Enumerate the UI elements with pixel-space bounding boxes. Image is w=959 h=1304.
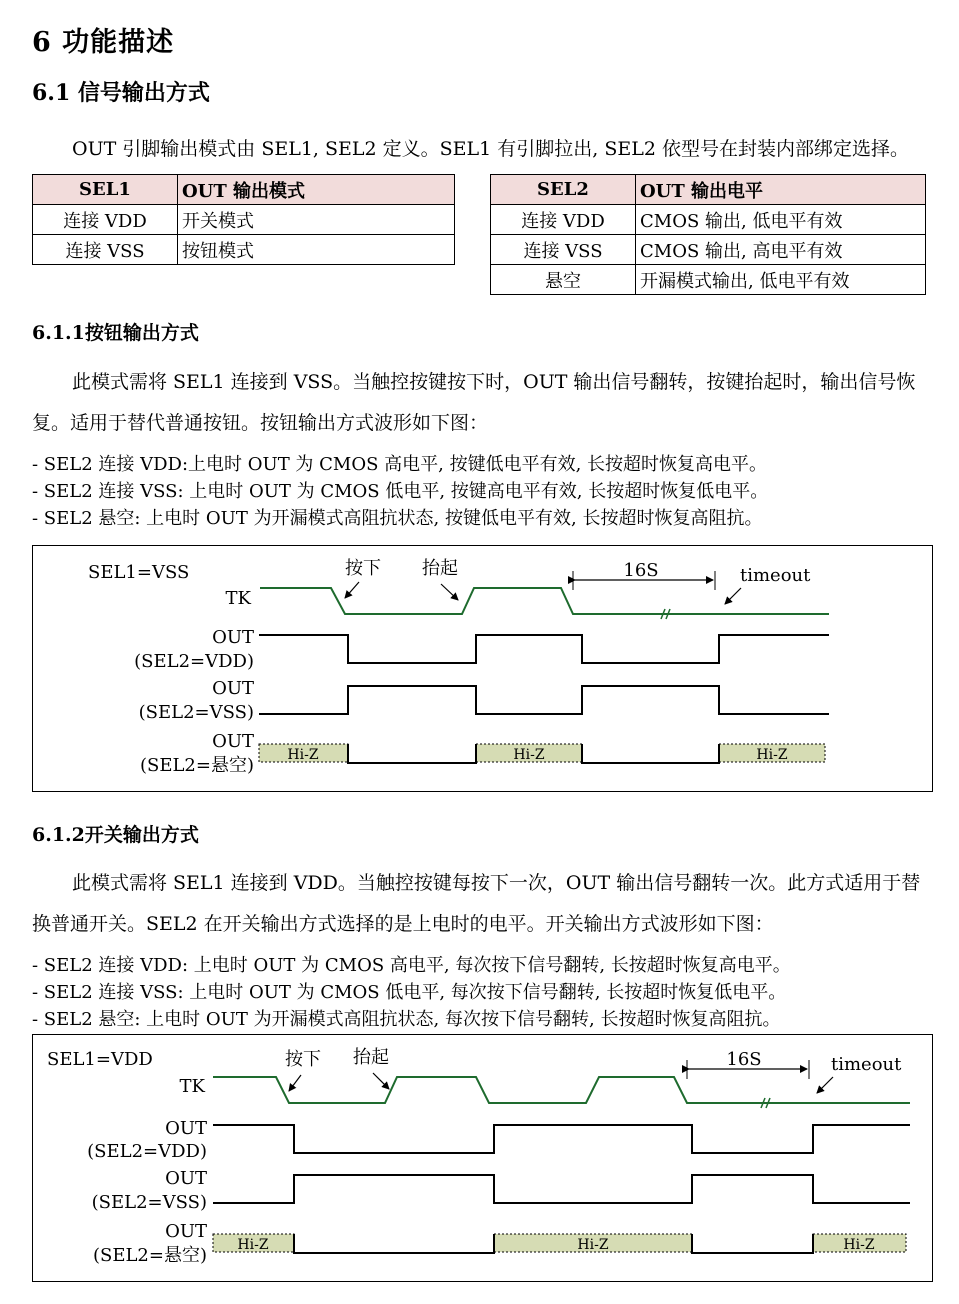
sel2-vdd-label: (SEL2=VDD) xyxy=(134,651,254,672)
switch-mode-title: 6.1.2开关输出方式 xyxy=(32,824,199,846)
mode-label: SEL1=VSS xyxy=(88,562,190,583)
release-label: 抬起 xyxy=(353,1047,389,1068)
tk-waveform xyxy=(213,1077,910,1103)
table-cell: 按钮模式 xyxy=(178,235,455,265)
table-cell: 开漏模式输出, 低电平有效 xyxy=(636,265,926,295)
out-vss-waveform xyxy=(259,686,829,714)
press-pointer xyxy=(289,1075,301,1091)
button-mode-waveform xyxy=(32,545,933,792)
hiz-label: Hi-Z xyxy=(577,1237,609,1253)
press-label: 按下 xyxy=(345,558,381,579)
hiz-label: Hi-Z xyxy=(237,1237,269,1253)
out-label: OUT xyxy=(165,1221,207,1242)
list-item: - SEL2 连接 VDD:上电时 OUT 为 CMOS 高电平, 按键低电平有效, 长按超时恢复高电平。 xyxy=(32,454,768,475)
press-label: 按下 xyxy=(285,1049,321,1070)
table-cell: 连接 VSS xyxy=(491,235,636,265)
timeout-pointer xyxy=(725,588,741,604)
release-pointer xyxy=(373,1073,389,1089)
hiz-label: Hi-Z xyxy=(287,747,319,763)
release-label: 抬起 xyxy=(422,558,458,579)
sel2-float-label: (SEL2=悬空) xyxy=(92,1245,207,1266)
timeout-pointer xyxy=(817,1077,833,1093)
table-cell: 连接 VDD xyxy=(33,205,178,235)
table-cell: CMOS 输出, 高电平有效 xyxy=(636,235,926,265)
out-label: OUT xyxy=(212,627,254,648)
sel2-vss-label: (SEL2=VSS) xyxy=(138,702,254,723)
list-item: - SEL2 连接 VSS: 上电时 OUT 为 CMOS 低电平, 按键高电平有效, 长按超时恢复低电平。 xyxy=(32,481,769,502)
switch-mode-waveform xyxy=(32,1034,933,1282)
list-item: - SEL2 悬空: 上电时 OUT 为开漏模式高阻抗状态, 每次按下信号翻转, 长按超时恢复高阻抗。 xyxy=(32,1009,781,1030)
out-vss-waveform xyxy=(213,1175,910,1203)
list-item: - SEL2 悬空: 上电时 OUT 为开漏模式高阻抗状态, 按键低电平有效, 长按超时恢复高阻抗。 xyxy=(32,508,763,529)
duration-label: 16S xyxy=(623,560,659,581)
sel2-vdd-label: (SEL2=VDD) xyxy=(87,1141,207,1162)
timeout-label: timeout xyxy=(740,565,811,586)
table-header: SEL2 xyxy=(491,175,636,205)
button-mode-paragraph: 此模式需将 SEL1 连接到 VSS。当触控按键按下时，OUT 输出信号翻转，按键抬起时，输出信号恢复。适用于替代普通按钮。按钮输出方式波形如下图： xyxy=(32,371,916,434)
press-pointer xyxy=(345,582,359,598)
out-label: OUT xyxy=(165,1118,207,1139)
out-vdd-waveform xyxy=(259,635,829,663)
switch-mode-bullets xyxy=(32,952,791,1033)
switch-mode-paragraph: 此模式需将 SEL1 连接到 VDD。当触控按键每按下一次，OUT 输出信号翻转一次。此方式适用于替换普通开关。SEL2 在开关输出方式选择的是上电时的电平。开关输出方式波形如下图： xyxy=(32,872,921,935)
mode-label: SEL1=VDD xyxy=(47,1049,153,1070)
release-pointer xyxy=(441,584,458,600)
table-cell: 连接 VSS xyxy=(33,235,178,265)
button-mode-bullets xyxy=(32,451,768,532)
table-cell: CMOS 输出, 低电平有效 xyxy=(636,205,926,235)
intro-text: OUT 引脚输出模式由 SEL1, SEL2 定义。SEL1 有引脚拉出, SEL2 依型号在封装内部绑定选择。 xyxy=(72,138,909,160)
table-cell: 开关模式 xyxy=(178,205,455,235)
hiz-label: Hi-Z xyxy=(756,747,788,763)
out-label: OUT xyxy=(212,678,254,699)
out-label: OUT xyxy=(165,1168,207,1189)
tk-waveform xyxy=(260,588,829,614)
hiz-label: Hi-Z xyxy=(843,1237,875,1253)
list-item: - SEL2 连接 VDD: 上电时 OUT 为 CMOS 高电平, 每次按下信号翻转, 长按超时恢复高电平。 xyxy=(32,955,791,976)
tk-label: TK xyxy=(225,588,251,609)
duration-label: 16S xyxy=(726,1049,762,1070)
table-header: OUT 输出电平 xyxy=(636,175,926,205)
out-vdd-waveform xyxy=(213,1125,910,1153)
sel2-table xyxy=(490,174,926,295)
hiz-label: Hi-Z xyxy=(513,747,545,763)
out-label: OUT xyxy=(212,731,254,752)
tk-label: TK xyxy=(179,1076,205,1097)
table-cell: 连接 VDD xyxy=(491,205,636,235)
list-item: - SEL2 连接 VSS: 上电时 OUT 为 CMOS 低电平, 每次按下信号翻转, 长按超时恢复低电平。 xyxy=(32,982,787,1003)
table-header: SEL1 xyxy=(33,175,178,205)
subsection-title: 6.1 信号输出方式 xyxy=(32,80,210,106)
button-mode-title: 6.1.1按钮输出方式 xyxy=(32,322,199,344)
table-cell: 悬空 xyxy=(491,265,636,295)
section-title: 6 功能描述 xyxy=(32,27,175,58)
timeout-label: timeout xyxy=(831,1054,902,1075)
table-header: OUT 输出模式 xyxy=(178,175,455,205)
sel2-vss-label: (SEL2=VSS) xyxy=(91,1192,207,1213)
out-float-waveform xyxy=(213,1234,906,1253)
sel2-float-label: (SEL2=悬空) xyxy=(139,755,254,776)
sel1-table xyxy=(32,174,455,265)
